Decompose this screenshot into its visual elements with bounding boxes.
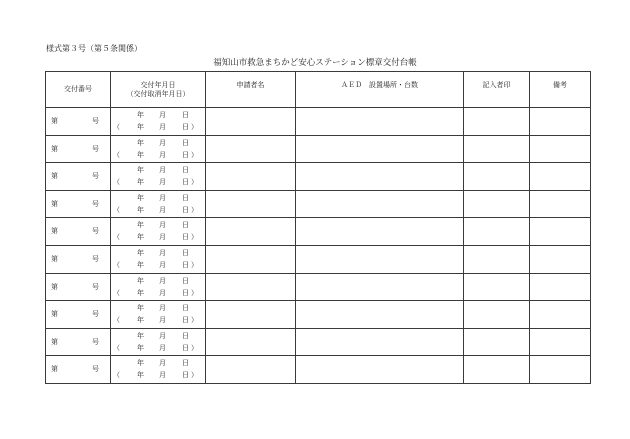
remarks-cell[interactable] [530,273,591,301]
issue-date-cell[interactable] [111,190,206,218]
table-row [46,328,591,356]
header-issue-date-line2: （交付取消年月日） [126,89,190,98]
issue-month-label: 月 [159,138,166,147]
remarks-cell[interactable] [530,135,591,163]
cancel-year-label: 年 [137,288,144,297]
issue-day-label: 日 [182,359,189,368]
applicant-cell[interactable] [206,108,296,136]
issue-day-label: 日 [182,304,189,313]
issue-month-label: 月 [159,221,166,230]
issue-month-label: 月 [159,166,166,175]
issue-day-label: 日 [182,276,189,285]
issue-year-label: 年 [137,166,144,175]
issue-date-cell[interactable] [111,108,206,136]
entry-seal-cell[interactable] [464,301,530,329]
issue-year-label: 年 [137,221,144,230]
cancel-close-paren: ） [191,260,198,269]
issue-year-label: 年 [137,111,144,119]
cancel-month-label: 月 [159,205,166,214]
remarks-cell[interactable] [530,301,591,329]
entry-seal-cell[interactable] [464,190,530,218]
cancel-month-label: 月 [159,343,166,352]
cancel-month-label: 月 [159,150,166,159]
issue-year-label: 年 [137,138,144,147]
applicant-cell[interactable] [206,218,296,246]
cancel-open-paren: （ [113,316,120,325]
number-suffix: 号 [92,117,99,125]
cancel-year-label: 年 [137,343,144,352]
number-prefix: 第 [51,282,58,291]
entry-seal-cell[interactable] [464,135,530,163]
entry-seal-cell[interactable] [464,356,530,384]
header-aed-location: ＡＥＤ 設置場所・台数 [296,72,464,108]
number-suffix: 号 [92,254,99,263]
cancel-year-label: 年 [137,178,144,187]
cancel-open-paren: （ [113,233,120,242]
cancel-year-label: 年 [137,371,144,380]
header-entry-seal: 記入者印 [464,72,530,108]
applicant-cell[interactable] [206,273,296,301]
aed-location-cell[interactable] [296,328,464,356]
aed-location-cell[interactable] [296,108,464,136]
applicant-cell[interactable] [206,163,296,191]
entry-seal-cell[interactable] [464,245,530,273]
issue-date-cell[interactable] [111,135,206,163]
cancel-close-paren: ） [191,178,198,187]
cancel-close-paren: ） [191,371,198,380]
issue-month-label: 月 [159,248,166,257]
cancel-day-label: 日 [182,371,189,380]
cancel-year-label: 年 [137,233,144,242]
cancel-day-label: 日 [182,316,189,325]
applicant-cell[interactable] [206,328,296,356]
cancel-year-label: 年 [137,205,144,214]
issue-month-label: 月 [159,359,166,368]
table-row [46,245,591,273]
issue-number-cell[interactable] [46,163,111,191]
number-prefix: 第 [51,365,58,374]
issue-month-label: 月 [159,193,166,202]
cancel-month-label: 月 [159,371,166,380]
number-prefix: 第 [51,227,58,236]
issue-year-label: 年 [137,304,144,313]
applicant-cell[interactable] [206,301,296,329]
issue-date-cell[interactable] [111,328,206,356]
cancel-open-paren: （ [113,343,120,352]
cancel-day-label: 日 [182,205,189,214]
cancel-month-label: 月 [159,123,166,131]
remarks-cell[interactable] [530,218,591,246]
cancel-open-paren: （ [113,178,120,187]
document-title: 福知山市救急まちかど安心ステーション標章交付台帳 [213,58,417,68]
cancel-close-paren: ） [191,316,198,325]
remarks-cell[interactable] [530,328,591,356]
number-suffix: 号 [92,172,99,181]
number-prefix: 第 [51,144,58,153]
number-suffix: 号 [92,199,99,208]
aed-location-cell[interactable] [296,301,464,329]
aed-location-cell[interactable] [296,273,464,301]
issue-year-label: 年 [137,359,144,368]
number-prefix: 第 [51,337,58,346]
aed-location-cell[interactable] [296,135,464,163]
cancel-day-label: 日 [182,343,189,352]
applicant-cell[interactable] [206,135,296,163]
cancel-close-paren: ） [191,205,198,214]
cancel-year-label: 年 [137,150,144,159]
aed-location-cell[interactable] [296,218,464,246]
number-prefix: 第 [51,310,58,319]
number-prefix: 第 [51,199,58,208]
issue-number-cell[interactable] [46,218,111,246]
cancel-close-paren: ） [191,123,198,131]
issue-year-label: 年 [137,193,144,202]
number-suffix: 号 [92,144,99,153]
remarks-cell[interactable] [530,190,591,218]
issue-number-cell[interactable] [46,356,111,384]
number-prefix: 第 [51,172,58,181]
issue-number-cell[interactable] [46,245,111,273]
cancel-close-paren: ） [191,150,198,159]
issue-date-cell[interactable] [111,273,206,301]
entry-seal-cell[interactable] [464,163,530,191]
header-applicant: 申請者名 [206,72,296,108]
issue-month-label: 月 [159,331,166,340]
cancel-day-label: 日 [182,123,189,131]
entry-seal-cell[interactable] [464,108,530,136]
issue-number-cell[interactable] [46,135,111,163]
cancel-open-paren: （ [113,123,120,131]
header-remarks: 備考 [530,72,591,108]
issue-day-label: 日 [182,193,189,202]
cancel-day-label: 日 [182,178,189,187]
issue-day-label: 日 [182,248,189,257]
header-issue-number: 交付番号 [46,72,111,108]
issue-day-label: 日 [182,331,189,340]
entry-seal-cell[interactable] [464,328,530,356]
cancel-month-label: 月 [159,316,166,325]
issue-day-label: 日 [182,221,189,230]
table-row [46,301,591,329]
issue-number-cell[interactable] [46,273,111,301]
issue-month-label: 月 [159,304,166,313]
aed-location-cell[interactable] [296,245,464,273]
issue-number-cell[interactable] [46,190,111,218]
header-row [46,72,591,108]
aed-location-cell[interactable] [296,163,464,191]
issue-day-label: 日 [182,138,189,147]
issue-date-cell[interactable] [111,356,206,384]
table-row [46,273,591,301]
remarks-cell[interactable] [530,163,591,191]
issue-date-cell[interactable] [111,245,206,273]
cancel-open-paren: （ [113,288,120,297]
issue-date-cell[interactable] [111,163,206,191]
cancel-day-label: 日 [182,150,189,159]
header-issue-date-line1: 交付年月日 [140,80,176,89]
applicant-cell[interactable] [206,356,296,384]
cancel-open-paren: （ [113,205,120,214]
table-row [46,356,591,384]
entry-seal-cell[interactable] [464,218,530,246]
table-row [46,108,591,136]
number-suffix: 号 [92,282,99,291]
cancel-month-label: 月 [159,260,166,269]
cancel-open-paren: （ [113,260,120,269]
form-number: 様式第３号（第５条関係） [46,44,142,53]
number-prefix: 第 [51,254,58,263]
table-row [46,190,591,218]
issue-number-cell[interactable] [46,108,111,136]
issue-number-cell[interactable] [46,328,111,356]
cancel-open-paren: （ [113,150,120,159]
cancel-year-label: 年 [137,123,144,131]
number-suffix: 号 [92,227,99,236]
issue-day-label: 日 [182,111,189,119]
issue-month-label: 月 [159,111,166,119]
applicant-cell[interactable] [206,245,296,273]
applicant-cell[interactable] [206,190,296,218]
number-suffix: 号 [92,310,99,319]
issue-day-label: 日 [182,166,189,175]
table-row [46,135,591,163]
remarks-cell[interactable] [530,356,591,384]
remarks-cell[interactable] [530,245,591,273]
cancel-close-paren: ） [191,233,198,242]
aed-location-cell[interactable] [296,356,464,384]
cancel-day-label: 日 [182,288,189,297]
number-prefix: 第 [51,117,58,125]
number-suffix: 号 [92,337,99,346]
issue-date-cell[interactable] [111,301,206,329]
cancel-year-label: 年 [137,260,144,269]
issue-year-label: 年 [137,276,144,285]
header-issue-date [111,72,206,108]
cancel-month-label: 月 [159,178,166,187]
cancel-close-paren: ） [191,343,198,352]
issue-month-label: 月 [159,276,166,285]
remarks-cell[interactable] [530,108,591,136]
issuance-ledger-table [45,71,591,384]
cancel-day-label: 日 [182,233,189,242]
cancel-close-paren: ） [191,288,198,297]
number-suffix: 号 [92,365,99,374]
table-row [46,163,591,191]
issue-date-cell[interactable] [111,218,206,246]
table-row [46,218,591,246]
issue-year-label: 年 [137,248,144,257]
issue-number-cell[interactable] [46,301,111,329]
cancel-month-label: 月 [159,233,166,242]
cancel-day-label: 日 [182,260,189,269]
aed-location-cell[interactable] [296,190,464,218]
cancel-open-paren: （ [113,371,120,380]
cancel-month-label: 月 [159,288,166,297]
issue-year-label: 年 [137,331,144,340]
entry-seal-cell[interactable] [464,273,530,301]
cancel-year-label: 年 [137,316,144,325]
